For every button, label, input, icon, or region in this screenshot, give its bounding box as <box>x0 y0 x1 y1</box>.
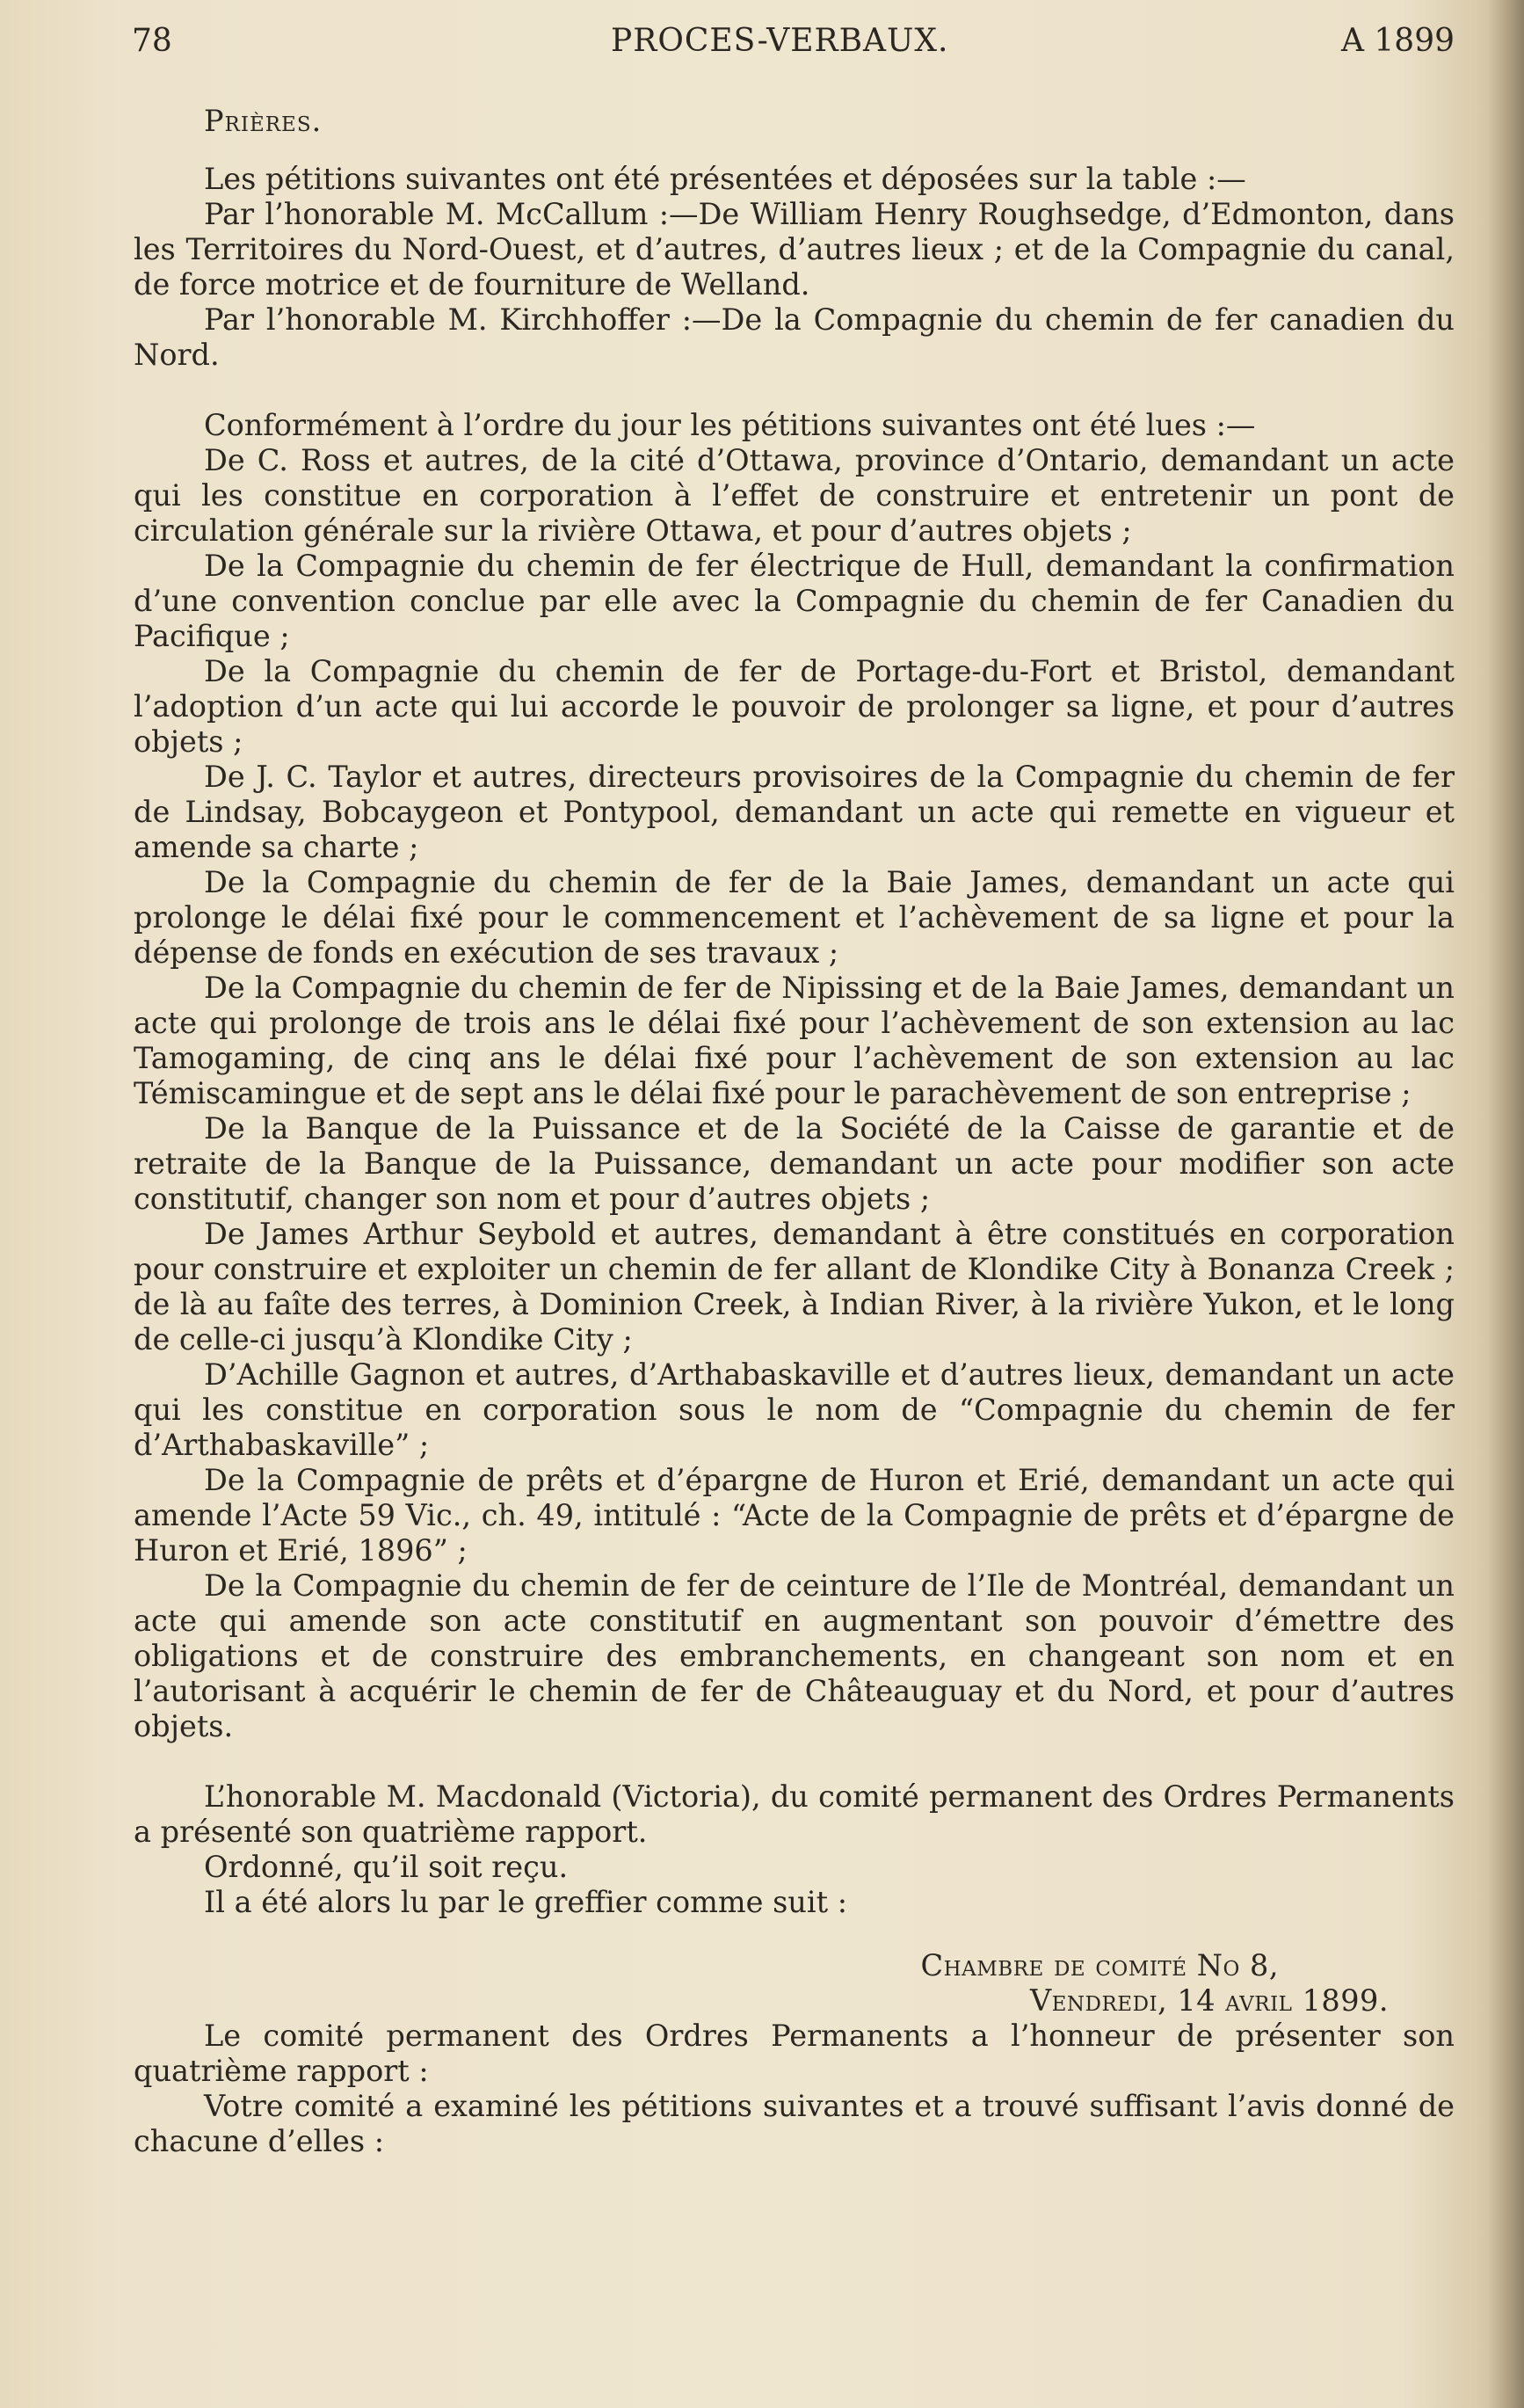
paragraph: Ordonné, qu’il soit reçu. <box>204 1850 569 1884</box>
paragraph: De J. C. Taylor et autres, directeurs provisoires de la Compagnie du chemin de fer de Lindsay, Bobcaygeon et Pontypool, demandant un acte qui remette en vigueur et amende sa charte ; <box>134 760 1455 864</box>
paragraph: De la Compagnie du chemin de fer de ceinture de l’Ile de Montréal, demandant un acte qui amende son acte constitutif en augmentant son pouvoir d’émettre des obligations et de construire des embranchements, en changeant son nom et en l’autorisant à acquérir le chemin de fer de Châteauguay et du Nord, et pour d’autres objets. <box>134 1568 1455 1743</box>
paragraph: Le comité permanent des Ordres Permanents a l’honneur de présenter son quatrième rapport : <box>134 2019 1455 2088</box>
paragraph: D’Achille Gagnon et autres, d’Arthabaskaville et d’autres lieux, demandant un acte qui les constitue en corporation sous le nom de “Compagnie du chemin de fer d’Arthabaskaville” ; <box>134 1357 1455 1462</box>
running-title: PROCES-VERBAUX. <box>611 23 949 59</box>
paragraph: Votre comité a examiné les pétitions suivantes et a trouvé suffisant l’avis donné de chacune d’elles : <box>134 2089 1455 2158</box>
page-body <box>134 104 1455 2159</box>
paragraph: Conformément à l’ordre du jour les pétitions suivantes ont été lues :— <box>204 408 1256 442</box>
paragraph: Les pétitions suivantes ont été présentées et déposées sur la table :— <box>204 162 1246 196</box>
paragraph: De la Compagnie du chemin de fer de Portage-du-Fort et Bristol, demandant l’adoption d’un acte qui lui accorde le pouvoir de prolonger sa ligne, et pour d’autres objets ; <box>134 654 1455 759</box>
dateline-place: Chambre de comité No 8, <box>920 1948 1279 1982</box>
paragraph: De C. Ross et autres, de la cité d’Ottawa, province d’Ontario, demandant un acte qui les constitue en corporation à l’effet de construire et entretenir un pont de circulation générale sur la rivière Ottawa, et pour d’autres objets ; <box>134 443 1455 548</box>
paragraph: L’honorable M. Macdonald (Victoria), du comité permanent des Ordres Permanents a présenté son quatrième rapport. <box>134 1779 1455 1849</box>
paragraph: De la Banque de la Puissance et de la Société de la Caisse de garantie et de retraite de la Banque de la Puissance, demandant un acte pour modifier son acte constitutif, changer son nom et pour d’autres objets ; <box>134 1111 1455 1216</box>
page-number: 78 <box>132 23 172 59</box>
dateline <box>134 1948 1455 2019</box>
paragraph: De James Arthur Seybold et autres, demandant à être constitués en corporation pour construire et exploiter un chemin de fer allant de Klondike City à Bonanza Creek ; de là au faîte des terres, à Dominion Creek, à Indian River, à la rivière Yukon, et le long de celle-ci jusqu’à Klondike City ; <box>134 1217 1455 1357</box>
paragraph: De la Compagnie du chemin de fer électrique de Hull, demandant la confirmation d’une convention conclue par elle avec la Compagnie du chemin de fer Canadien du Pacifique ; <box>134 549 1455 653</box>
dateline-date: Vendredi, 14 avril 1899. <box>1029 1983 1389 2018</box>
paragraph: De la Compagnie du chemin de fer de Nipissing et de la Baie James, demandant un acte qui prolonge de trois ans le délai fixé pour l’achèvement de son extension au lac Tamogaming, de cinq ans le délai fixé pour l’achèvement de son extension au lac Témiscamingue et de sept ans le délai fixé pour le parachèvement de son entreprise ; <box>134 971 1455 1110</box>
paragraph: De la Compagnie du chemin de fer de la Baie James, demandant un acte qui prolonge le délai fixé pour le commencement et l’achèvement de sa ligne et pour la dépense de fonds en exécution de ses travaux ; <box>134 865 1455 970</box>
section-title: Prières. <box>204 104 323 138</box>
page-header <box>132 19 1455 63</box>
paragraph: Il a été alors lu par le greffier comme suit : <box>204 1885 847 1919</box>
paragraph: Par l’honorable M. Kirchhoffer :—De la Compagnie du chemin de fer canadien du Nord. <box>134 302 1455 372</box>
session-year: A 1899 <box>1340 23 1455 59</box>
page-edge-shadow <box>1489 0 1524 2408</box>
paragraph: Par l’honorable M. McCallum :—De William Henry Roughsedge, d’Edmonton, dans les Territoires du Nord-Ouest, et d’autres, d’autres lieux ; et de la Compagnie du canal, de force motrice et de fourniture de Welland. <box>134 197 1455 302</box>
paragraph: De la Compagnie de prêts et d’épargne de Huron et Erié, demandant un acte qui amende l’Acte 59 Vic., ch. 49, intitulé : “Acte de la Compagnie de prêts et d’épargne de Huron et Erié, 1896” ; <box>134 1463 1455 1568</box>
